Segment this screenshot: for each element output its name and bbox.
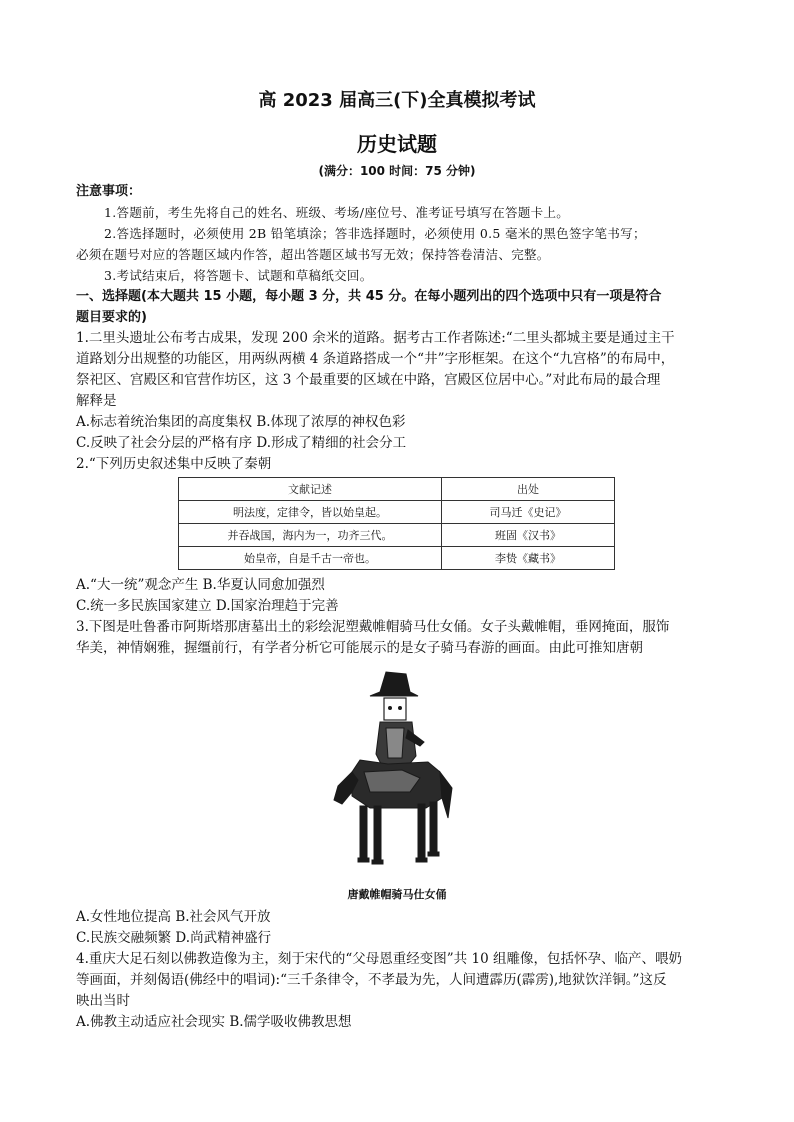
notes-item-2a: 2.答选择题时，必须使用 2B 铅笔填涂；答非选择题时，必须使用 0.5 毫米的黑色签字笔书写； [104, 226, 646, 241]
table-header-cell: 文献记述 [179, 478, 442, 501]
q4-stem-1: 4.重庆大足石刻以佛教造像为主，刻于宋代的“父母恩重经变图”共 10 组雕像，包括怀孕、临产、喂奶 [76, 951, 682, 967]
table-cell: 明法度，定律令，皆以始皇起。 [179, 501, 442, 524]
notes-heading: 注意事项： [76, 184, 142, 199]
q4-options-ab: A.佛教主动适应社会现实 B.儒学吸收佛教思想 [76, 1014, 352, 1030]
q3-options-cd: C.民族交融频繁 D.尚武精神盛行 [76, 930, 272, 946]
section-heading-1: 一、选择题(本大题共 15 小题，每小题 3 分，共 45 分。在每小题列出的四个选项中只有一项是符合 [76, 289, 662, 304]
q1-options-ab: A.标志着统治集团的高度集权 B.体现了浓厚的神权色彩 [76, 414, 406, 430]
table-row [179, 547, 615, 570]
notes-item-3: 3.考试结束后，将答题卡、试题和草稿纸交回。 [104, 268, 373, 283]
section-heading-2: 题目要求的) [76, 310, 147, 325]
q2-stem: 2.“下列历史叙述集中反映了秦朝 [76, 456, 272, 472]
table-row [179, 524, 615, 547]
table-header-cell: 出处 [442, 478, 615, 501]
table-cell: 班固《汉书》 [442, 524, 615, 547]
q3-stem-2: 华美，神情娴雅，握缰前行，有学者分析它可能展示的是女子骑马春游的画面。由此可推知唐朝 [76, 640, 643, 656]
q1-stem-2: 道路划分出规整的功能区，用两纵两横 4 条道路搭成一个“井”字形框架。在这个“九宫格”的布局中， [76, 351, 675, 367]
exam-title: 高 2023 届高三(下)全真模拟考试 [258, 90, 536, 111]
horse-rider-figurine-image [330, 668, 458, 878]
exam-meta: (满分：100 时间：75 分钟) [318, 164, 476, 178]
q1-options-cd: C.反映了社会分层的严格有序 D.形成了精细的社会分工 [76, 435, 407, 451]
table-cell: 并吞战国，海内为一，功齐三代。 [179, 524, 442, 547]
table-cell: 司马迁《史记》 [442, 501, 615, 524]
table-cell: 李贽《藏书》 [442, 547, 615, 570]
q2-options-ab: A.“大一统”观念产生 B.华夏认同愈加强烈 [76, 577, 325, 593]
q1-stem-3: 祭祀区、宫殿区和官营作坊区，这 3 个最重要的区域在中路，宫殿区位居中心。”对此布局的最合理 [76, 372, 661, 388]
subject-title: 历史试题 [357, 132, 437, 156]
q2-options-cd: C.统一多民族国家建立 D.国家治理趋于完善 [76, 598, 339, 614]
q4-stem-3: 映出当时 [76, 993, 130, 1009]
q1-stem-1: 1.二里头遗址公布考古成果，发现 200 余米的道路。据考古工作者陈述:“二里头都城主要是通过主干 [76, 330, 675, 346]
figure-caption: 唐戴帷帽骑马仕女俑 [347, 888, 447, 901]
table-header-row [179, 478, 615, 501]
q3-options-ab: A.女性地位提高 B.社会风气开放 [76, 909, 271, 925]
table-cell: 始皇帝，自是千古一帝也。 [179, 547, 442, 570]
notes-item-1: 1.答题前，考生先将自己的姓名、班级、考场/座位号、准考证号填写在答题卡上。 [104, 205, 570, 220]
q3-stem-1: 3.下图是吐鲁番市阿斯塔那唐墓出土的彩绘泥塑戴帷帽骑马仕女俑。女子头戴帷帽，垂网掩面，服饰 [76, 619, 670, 635]
q4-stem-2: 等画面，并刻偈语(佛经中的唱词):“三千条律令，不孝最为先，人间遭霹历(霹雳),地狱饮洋铜。”这反 [76, 972, 667, 988]
notes-item-2b: 必须在题号对应的答题区域内作答，超出答题区域书写无效；保持答卷清洁、完整。 [76, 247, 550, 262]
q1-stem-4: 解释是 [76, 393, 117, 409]
q2-source-table [178, 477, 615, 570]
table-row [179, 501, 615, 524]
